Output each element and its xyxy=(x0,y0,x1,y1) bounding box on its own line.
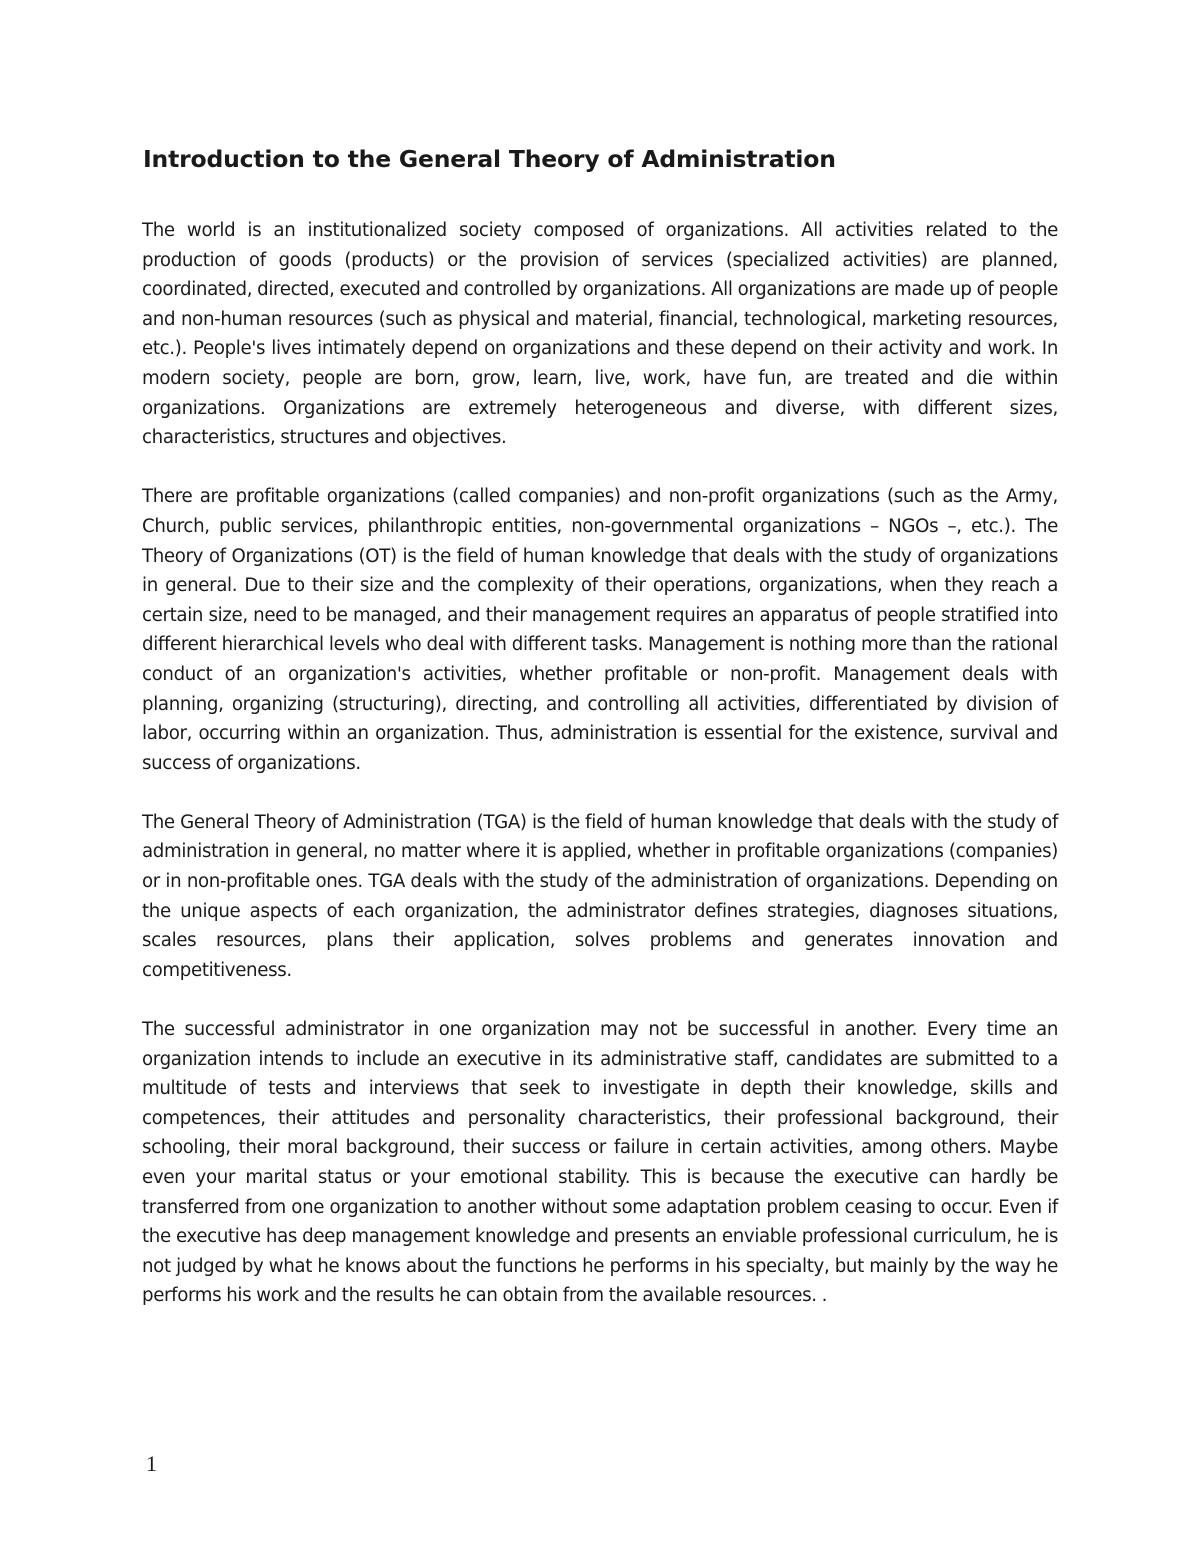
document-body xyxy=(142,216,1058,1341)
paragraph-1: The world is an institutionalized society composed of organizations. All activities related to the production of goods (products) or the provision of services (specialized activities) are planned, coordinated, directed, executed and controlled by organizations. All organizations are made up of people and non-human resources (such as physical and material, financial, technological, marketing resources, etc.). People's lives intimately depend on organizations and these depend on their activity and work. In modern society, people are born, grow, learn, live, work, have fun, are treated and die within organizations. Organizations are extremely heterogeneous and diverse, with different sizes, characteristics, structures and objectives. xyxy=(142,220,1058,449)
document-title: Introduction to the General Theory of Administration xyxy=(143,145,836,173)
paragraph-4: The successful administrator in one organization may not be successful in another. Every time an organization intends to include an executive in its administrative staff, candidates are submitted to a multitude of tests and interviews that seek to investigate in depth their knowledge, skills and competences, their attitudes and personality characteristics, their professional background, their schooling, their moral background, their success or failure in certain activities, among others. Maybe even your marital status or your emotional stability. This is because the executive can hardly be transferred from one organization to another without some adaptation problem ceasing to occur. Even if the executive has deep management knowledge and presents an enviable professional curriculum, he is not judged by what he knows about the functions he performs in his specialty, but mainly by the way he performs his work and the results he can obtain from the available resources. . xyxy=(142,1019,1058,1307)
page-number: 1 xyxy=(146,1451,157,1476)
paragraph-3: The General Theory of Administration (TGA) is the field of human knowledge that deals with the study of administration in general, no matter where it is applied, whether in profitable organizations (companies) or in non-profitable ones. TGA deals with the study of the administration of organizations. Depending on the unique aspects of each organization, the administrator defines strategies, diagnoses situations, scales resources, plans their application, solves problems and generates innovation and competitiveness. xyxy=(142,811,1058,981)
paragraph-2: There are profitable organizations (called companies) and non-profit organizations (such as the Army, Church, public services, philanthropic entities, non-governmental organizations – NGOs –, etc.). The Theory of Organizations (OT) is the field of human knowledge that deals with the study of organizations in general. Due to their size and the complexity of their operations, organizations, when they reach a certain size, need to be managed, and their management requires an apparatus of people stratified into different hierarchical levels who deal with different tasks. Management is nothing more than the rational conduct of an organization's activities, whether profitable or non-profit. Management deals with planning, organizing (structuring), directing, and controlling all activities, differentiated by division of labor, occurring within an organization. Thus, administration is essential for the existence, survival and success of organizations. xyxy=(142,486,1058,774)
